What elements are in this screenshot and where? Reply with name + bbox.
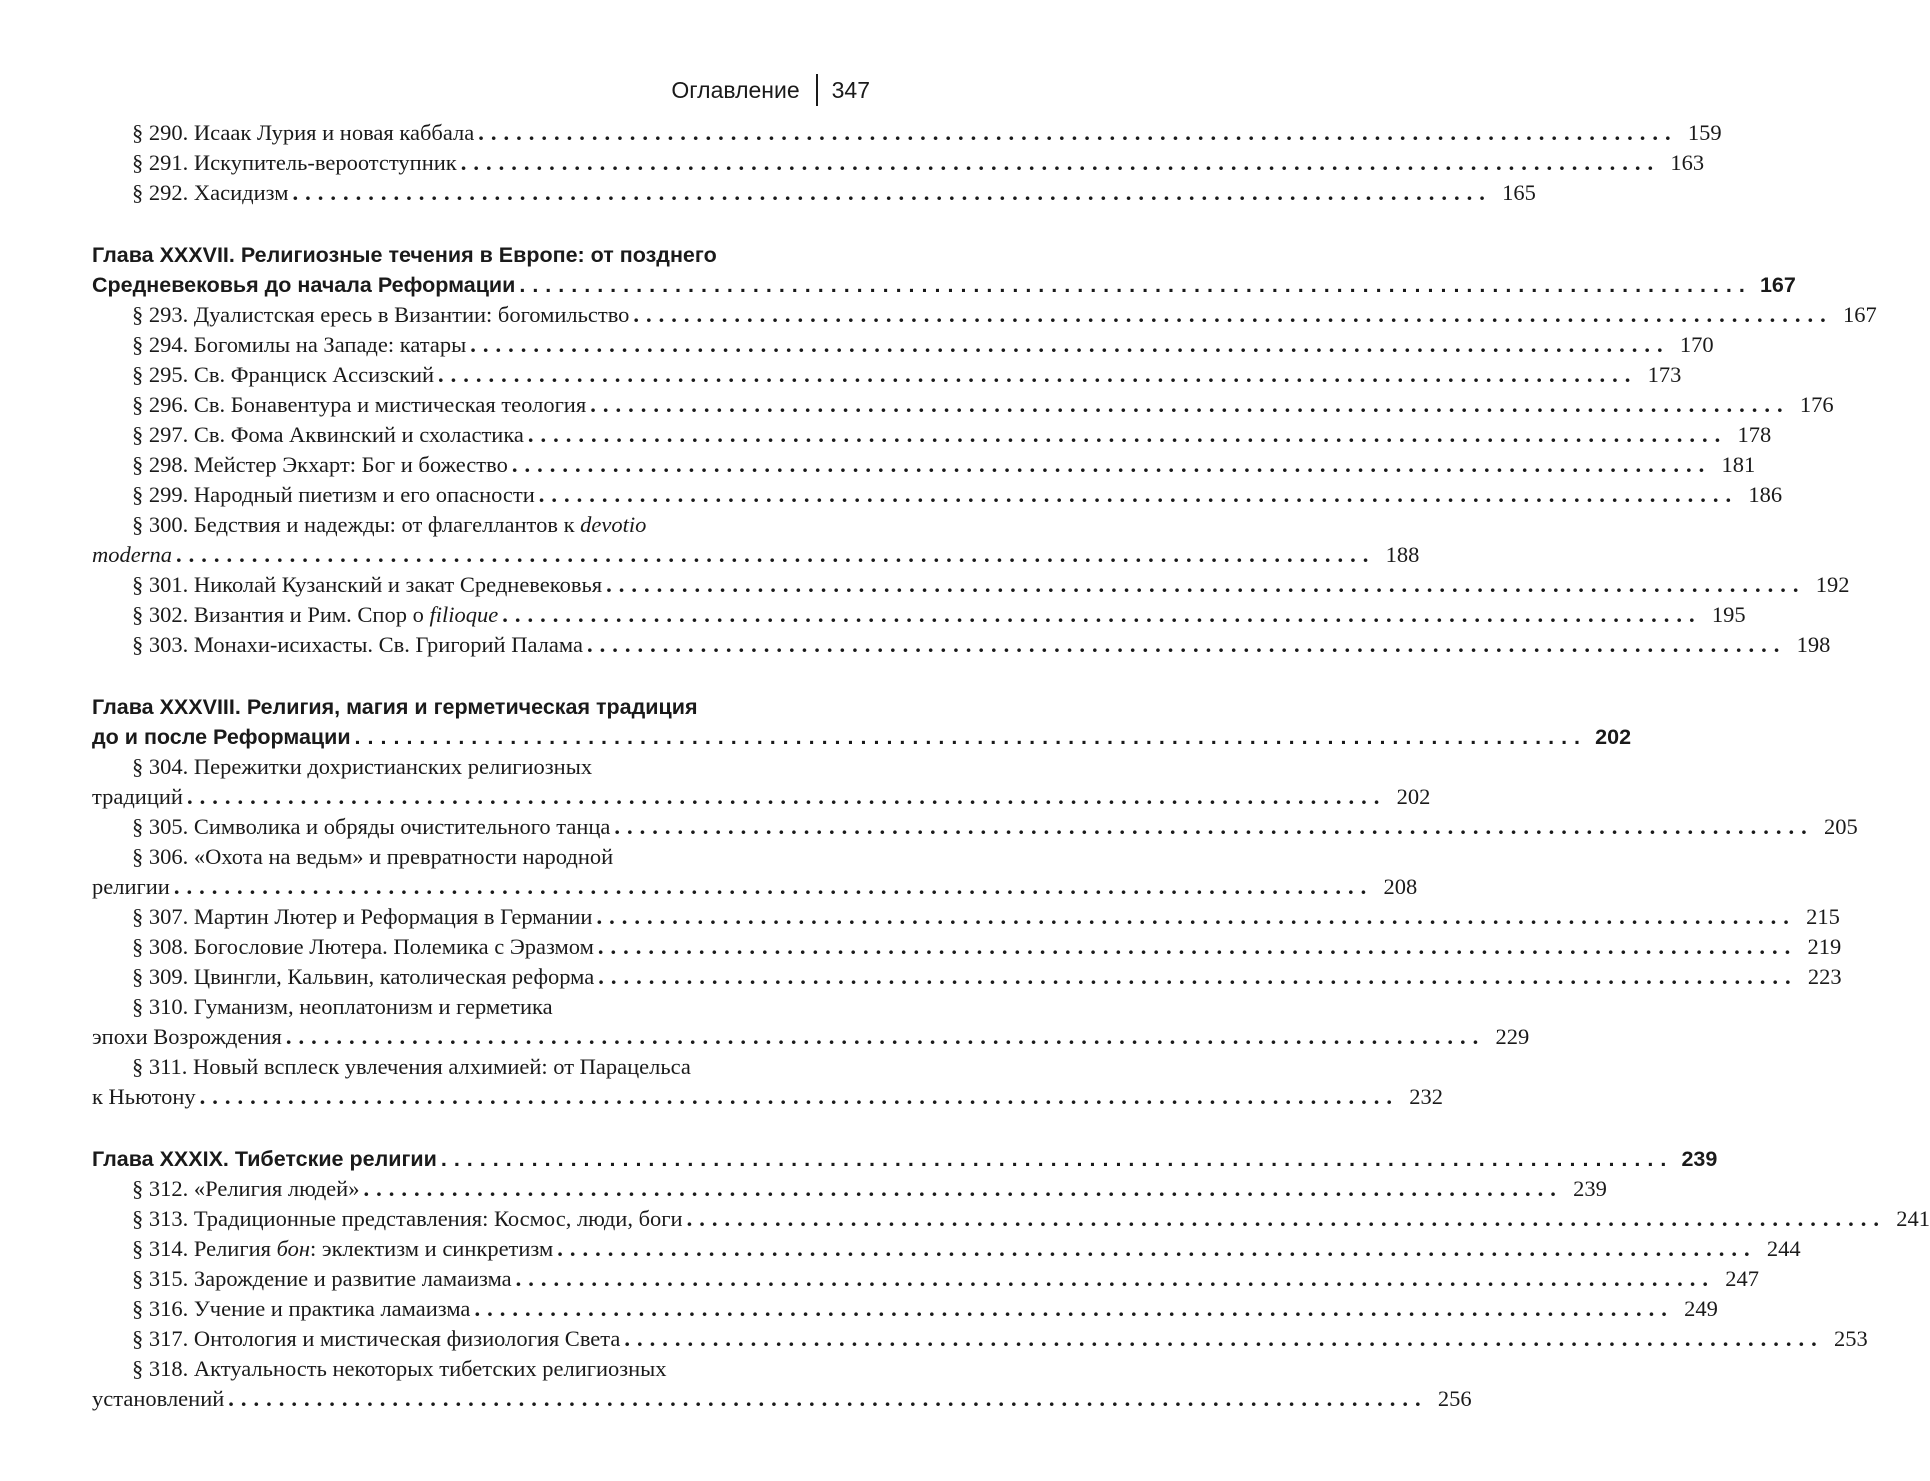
- table-of-contents: [92, 118, 1930, 1414]
- toc-entry[interactable]: [92, 330, 1714, 360]
- leader-dots: ...............................................................................................: [515, 1266, 1716, 1291]
- toc-entry-title-text: § 302. Византия и Рим. Спор о: [132, 602, 430, 627]
- toc-group-continuation: [92, 118, 1722, 208]
- leader-dots: ...............................................................................................: [598, 964, 1798, 989]
- toc-entry-title-line2: эпохи Возрождения: [92, 1024, 282, 1049]
- toc-entry-page: 253: [1834, 1326, 1868, 1351]
- toc-entry-title-line2: к Ньютону: [92, 1084, 196, 1109]
- toc-entry-title: § 305. Символика и обряды очистительного танца: [132, 814, 611, 839]
- toc-entry[interactable]: [92, 1264, 1760, 1294]
- toc-entry[interactable]: [92, 420, 1772, 450]
- toc-entry-title-line2: установлений: [92, 1386, 225, 1411]
- toc-entry[interactable]: [92, 600, 1746, 630]
- toc-entry[interactable]: [92, 812, 1858, 842]
- toc-entry[interactable]: [92, 1174, 1607, 1204]
- leader-dots: ...............................................................................................: [596, 904, 1796, 929]
- toc-entry[interactable]: [92, 300, 1877, 330]
- running-header-title: Оглавление: [671, 76, 800, 103]
- toc-entry[interactable]: [92, 1294, 1718, 1324]
- page-number: 347: [831, 76, 870, 103]
- toc-entry-page: 176: [1799, 392, 1834, 417]
- leader-dots: ...............................................................................................: [511, 452, 1712, 477]
- leader-dots: ...............................................................................................: [173, 874, 1374, 899]
- toc-entry-page: 241: [1896, 1206, 1930, 1231]
- header-separator: [816, 74, 818, 106]
- leader-dots: ...............................................................................................: [176, 542, 1376, 567]
- toc-entry-page: 186: [1748, 482, 1783, 507]
- toc-entry[interactable]: [92, 390, 1834, 420]
- toc-entry-title-line1: § 311. Новый всплеск увлечения алхимией: от Парацельса: [132, 1054, 691, 1079]
- toc-entry-page: 215: [1806, 904, 1840, 929]
- toc-entry-title: § 303. Монахи-исихасты. Св. Григорий Палама: [132, 632, 583, 657]
- chapter-heading[interactable]: [92, 1144, 1718, 1174]
- toc-entry-title-line1: § 318. Актуальность некоторых тибетских религиозных: [132, 1356, 667, 1381]
- toc-entry-title: § 315. Зарождение и развитие ламаизма: [132, 1266, 512, 1291]
- chapter-heading-line1: Глава XXXVIII. Религия, магия и герметическая традиция: [92, 695, 698, 719]
- toc-entry[interactable]: [92, 178, 1536, 208]
- toc-entry-page: 223: [1807, 964, 1842, 989]
- toc-entry-page: 170: [1679, 332, 1714, 357]
- toc-entry-page: 249: [1684, 1296, 1718, 1321]
- toc-entry[interactable]: [92, 480, 1783, 510]
- chapter-heading-line1: Глава XXXIX. Тибетские религии: [92, 1147, 437, 1171]
- toc-entry-page: 163: [1670, 150, 1705, 175]
- leader-dots: ...............................................................................................: [519, 273, 1752, 297]
- toc-entry-title-text: § 300. Бедствия и надежды: от флагеллантов к: [132, 512, 581, 537]
- toc-entry[interactable]: [92, 932, 1842, 962]
- toc-entry[interactable]: [92, 1324, 1868, 1354]
- toc-entry-title-italic: бон: [276, 1236, 311, 1261]
- toc-entry-title-line2: moderna: [92, 542, 172, 567]
- toc-entry-title-text: : эклектизм и синкретизм: [310, 1236, 554, 1261]
- leader-dots: ...............................................................................................: [470, 332, 1670, 357]
- leader-dots: ...............................................................................................: [228, 1386, 1428, 1411]
- toc-entry[interactable]: [92, 510, 1420, 570]
- toc-entry-title: § 317. Онтология и мистическая физиология Света: [132, 1326, 621, 1351]
- toc-entry[interactable]: [92, 1052, 1444, 1112]
- toc-entry-page: 192: [1815, 572, 1850, 597]
- leader-dots: ...............................................................................................: [527, 422, 1728, 447]
- toc-entry-page: 159: [1687, 120, 1722, 145]
- toc-entry-page: 256: [1437, 1386, 1472, 1411]
- toc-entry[interactable]: [92, 1234, 1801, 1264]
- leader-dots: ...............................................................................................: [440, 1147, 1674, 1171]
- toc-entry-title: § 301. Николай Кузанский и закат Средневековья: [132, 572, 603, 597]
- toc-entry[interactable]: [92, 752, 1431, 812]
- toc-entry-title: § 295. Св. Франциск Ассизский: [132, 362, 435, 387]
- toc-entry-title-line1: [132, 510, 870, 540]
- leader-dots: ...............................................................................................: [538, 482, 1739, 507]
- chapter-heading-line2: Средневековья до начала Реформации: [92, 273, 516, 297]
- toc-entry-page: 195: [1711, 602, 1746, 627]
- toc-entry-title: § 313. Традиционные представления: Космос, люди, боги: [132, 1206, 683, 1231]
- toc-chapter-xxxvii: [92, 240, 1877, 660]
- toc-entry-title-line2: традиций: [92, 784, 183, 809]
- toc-entry-page: 208: [1383, 874, 1418, 899]
- toc-entry-title: § 296. Св. Бонавентура и мистическая теология: [132, 392, 587, 417]
- toc-entry-title: § 293. Дуалистская ересь в Византии: богомильство: [132, 302, 630, 327]
- toc-entry[interactable]: [92, 1204, 1930, 1234]
- chapter-heading[interactable]: [92, 240, 1796, 300]
- toc-entry-page: 202: [1396, 784, 1431, 809]
- toc-entry-page: 181: [1721, 452, 1756, 477]
- chapter-page: 202: [1595, 725, 1632, 749]
- toc-entry-title: § 316. Учение и практика ламаизма: [132, 1296, 471, 1321]
- chapter-heading-line1: Глава XXXVII. Религиозные течения в Европе: от позднего: [92, 243, 717, 267]
- leader-dots: ...............................................................................................: [478, 120, 1678, 145]
- toc-entry-title-italic: filioque: [429, 602, 499, 627]
- toc-entry[interactable]: [92, 570, 1850, 600]
- toc-entry-title: § 290. Исаак Лурия и новая каббала: [132, 120, 475, 145]
- toc-entry-title: § 312. «Религия людей»: [132, 1176, 360, 1201]
- toc-entry-page: 205: [1824, 814, 1858, 839]
- toc-entry-title: § 297. Св. Фома Аквинский и схоластика: [132, 422, 524, 447]
- toc-entry-title: § 292. Хасидизм: [132, 180, 289, 205]
- toc-entry-title: [132, 1234, 553, 1264]
- toc-entry[interactable]: [92, 118, 1722, 148]
- toc-entry-title: § 298. Мейстер Экхарт: Бог и божество: [132, 452, 508, 477]
- leader-dots: ...............................................................................................: [597, 934, 1798, 959]
- chapter-heading-line2: до и после Реформации: [92, 725, 351, 749]
- leader-dots: ...............................................................................................: [686, 1206, 1886, 1231]
- toc-entry-page: 232: [1409, 1084, 1444, 1109]
- leader-dots: ...............................................................................................: [502, 602, 1702, 627]
- leader-dots: ...............................................................................................: [285, 1024, 1486, 1049]
- leader-dots: ...............................................................................................: [624, 1326, 1824, 1351]
- leader-dots: ...............................................................................................: [590, 392, 1790, 417]
- toc-entry[interactable]: [92, 360, 1682, 390]
- toc-entry[interactable]: [92, 902, 1840, 932]
- toc-entry[interactable]: [92, 450, 1756, 480]
- toc-chapter-xxxix: [92, 1144, 1930, 1414]
- leader-dots: ...............................................................................................: [438, 362, 1638, 387]
- toc-entry[interactable]: [92, 630, 1831, 660]
- toc-entry-title: § 308. Богословие Лютера. Полемика с Эразмом: [132, 934, 594, 959]
- toc-entry[interactable]: [92, 148, 1705, 178]
- toc-entry-title: [132, 600, 498, 630]
- toc-entry-page: 188: [1385, 542, 1420, 567]
- toc-entry-title: § 309. Цвингли, Кальвин, католическая реформа: [132, 964, 595, 989]
- toc-entry-title-line1: § 310. Гуманизм, неоплатонизм и герметика: [132, 994, 553, 1019]
- leader-dots: ...............................................................................................: [633, 302, 1833, 327]
- chapter-page: 239: [1681, 1147, 1718, 1171]
- toc-entry-page: 167: [1843, 302, 1877, 327]
- running-header: [671, 74, 870, 106]
- leader-dots: ...............................................................................................: [460, 150, 1661, 175]
- toc-entry[interactable]: [92, 842, 1418, 902]
- toc-entry[interactable]: [92, 962, 1842, 992]
- toc-entry-title-italic: devotio: [580, 512, 647, 537]
- leader-dots: ...............................................................................................: [606, 572, 1806, 597]
- chapter-heading[interactable]: [92, 692, 1632, 752]
- leader-dots: ...............................................................................................: [586, 632, 1787, 657]
- toc-entry-page: 178: [1737, 422, 1772, 447]
- leader-dots: ...............................................................................................: [199, 1084, 1400, 1109]
- toc-entry-title: § 299. Народный пиетизм и его опасности: [132, 482, 535, 507]
- toc-entry-page: 219: [1807, 934, 1842, 959]
- toc-entry-title-text: § 314. Религия: [132, 1236, 277, 1261]
- toc-entry-title-line1: § 306. «Охота на ведьм» и превратности народной: [132, 844, 614, 869]
- leader-dots: ...............................................................................................: [557, 1236, 1757, 1261]
- toc-entry-page: 247: [1725, 1266, 1760, 1291]
- toc-entry-title: § 291. Искупитель-вероотступник: [132, 150, 457, 175]
- leader-dots: ...............................................................................................: [474, 1296, 1674, 1321]
- toc-entry[interactable]: [92, 1354, 1472, 1414]
- toc-entry-title: § 294. Богомилы на Западе: катары: [132, 332, 467, 357]
- leader-dots: ...............................................................................................: [292, 180, 1492, 205]
- toc-entry-page: 229: [1495, 1024, 1530, 1049]
- leader-dots: ...............................................................................................: [363, 1176, 1563, 1201]
- toc-entry-page: 173: [1647, 362, 1682, 387]
- leader-dots: ...............................................................................................: [186, 784, 1387, 809]
- toc-entry-title-line1: § 304. Пережитки дохристианских религиозных: [132, 754, 593, 779]
- toc-entry-page: 165: [1502, 180, 1536, 205]
- leader-dots: ...............................................................................................: [354, 725, 1588, 749]
- toc-entry-title: § 307. Мартин Лютер и Реформация в Германии: [132, 904, 593, 929]
- toc-entry-title-line2: религии: [92, 874, 170, 899]
- toc-entry-page: 244: [1766, 1236, 1801, 1261]
- toc-entry-page: 198: [1796, 632, 1831, 657]
- chapter-page: 167: [1759, 273, 1796, 297]
- toc-entry-page: 239: [1573, 1176, 1607, 1201]
- toc-chapter-xxxviii: [92, 692, 1858, 1112]
- toc-entry[interactable]: [92, 992, 1530, 1052]
- leader-dots: ...............................................................................................: [614, 814, 1814, 839]
